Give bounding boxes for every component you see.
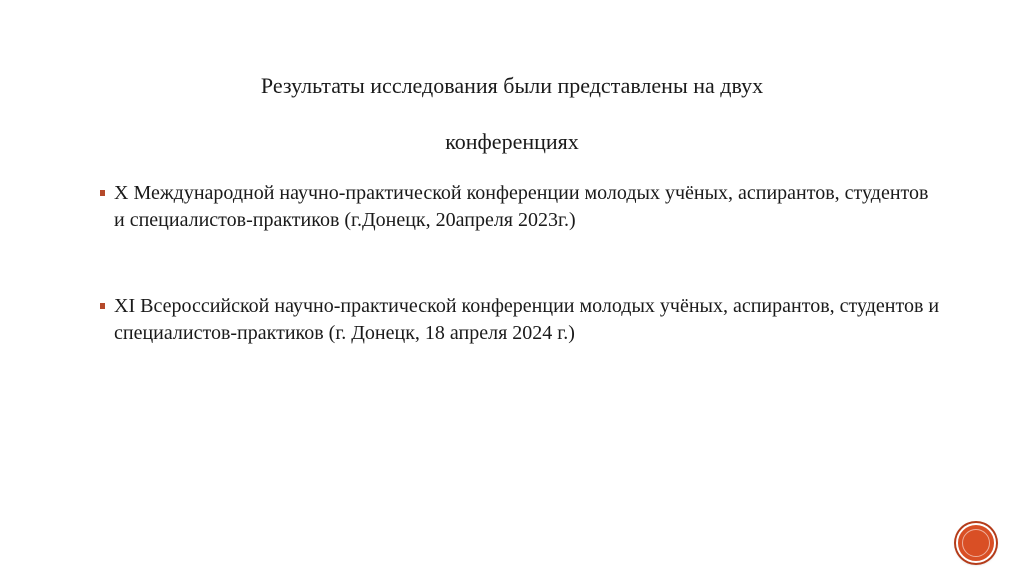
bullet-item-1 <box>100 180 940 234</box>
bullet-list <box>100 180 940 347</box>
bullet-text-2: XI Всероссийской научно-практической конференции молодых учёных, аспирантов, студентов и специалистов-практиков (г. Донецк, 18 апреля 2024 г.) <box>114 295 940 344</box>
badge-ring-icon <box>962 529 990 557</box>
square-bullet-icon <box>100 303 105 309</box>
slide-title-line-1: Результаты исследования были представлены на двух <box>260 73 764 98</box>
slide-number-badge <box>956 523 996 563</box>
square-bullet-icon <box>100 190 105 196</box>
bullet-text-1: X Международной научно-практической конференции молодых учёных, аспирантов, студентов и специалистов-практиков (г.Донецк, 20апреля 2023г.) <box>114 182 929 231</box>
bullet-item-2 <box>100 293 940 347</box>
slide-title <box>150 58 874 170</box>
slide-title-line-2: конференциях <box>445 129 579 154</box>
